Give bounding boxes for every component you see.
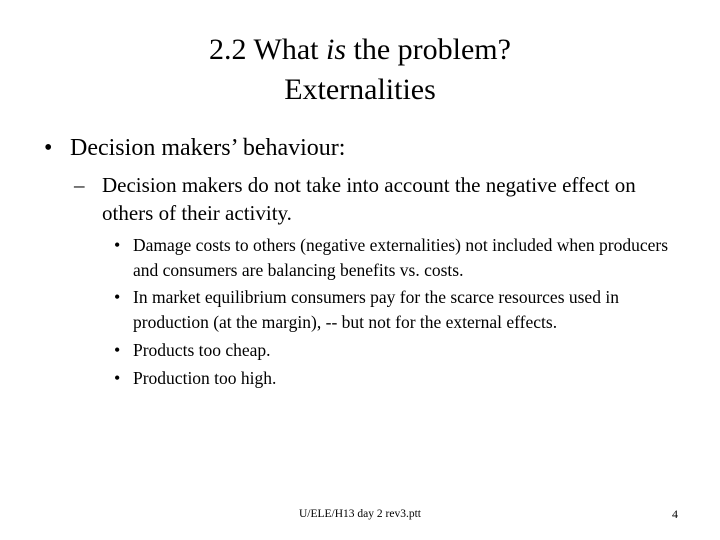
- slide-title: [0, 30, 720, 110]
- bullet-level-2: [74, 171, 674, 227]
- dash-icon: –: [74, 173, 85, 197]
- bullet-text: Damage costs to others (negative externalities) not included when producers and consumers are balancing benefits vs. costs.: [133, 235, 669, 280]
- title-line-1: 2.2 What is the problem?: [209, 33, 511, 66]
- bullet-icon: •: [114, 287, 121, 307]
- bullet-level-3: [114, 366, 694, 391]
- slide-footer: U/ELE/H13 day 2 rev3.ptt: [298, 508, 421, 520]
- bullet-text: Decision makers do not take into account the negative effect on others of their activity.: [102, 173, 636, 225]
- bullet-icon: •: [114, 235, 121, 255]
- bullet-icon: •: [114, 368, 121, 388]
- bullet-level-3: [114, 285, 694, 335]
- title-line-2: Externalities: [284, 73, 436, 106]
- bullet-text: Products too cheap.: [133, 340, 271, 360]
- bullet-level-3: [114, 233, 694, 283]
- bullet-icon: •: [44, 135, 53, 161]
- page-number: 4: [672, 507, 678, 521]
- bullet-text: In market equilibrium consumers pay for the scarce resources used in production (at the margin), -- but not for the external effects.: [133, 287, 619, 332]
- bullet-level-3: [114, 338, 694, 363]
- title-emphasis: is: [325, 33, 346, 66]
- bullet-text: Production too high.: [133, 368, 277, 388]
- bullet-text: Decision makers’ behaviour:: [70, 135, 346, 161]
- bullet-icon: •: [114, 340, 121, 360]
